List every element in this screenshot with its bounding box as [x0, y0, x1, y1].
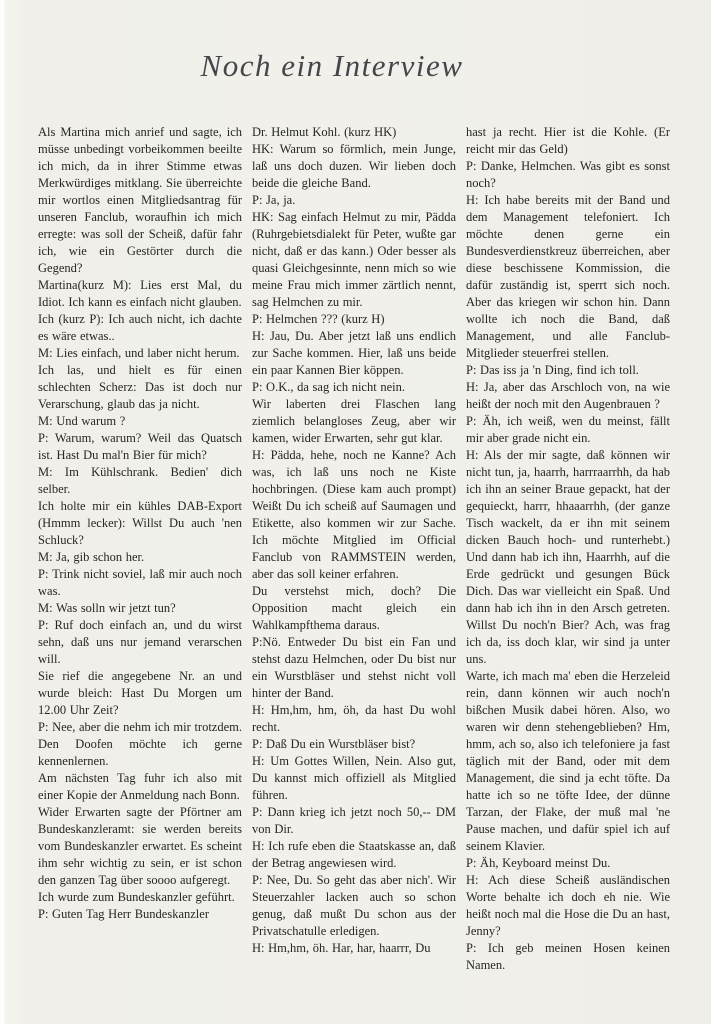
- text-column-2: [252, 124, 456, 974]
- paragraph: Ich las, und hielt es für einen schlechten Scherz: Das ist doch nur Verarschung, glaub das ja nicht.: [38, 363, 242, 411]
- paragraph: P: Äh, Keyboard meinst Du.: [466, 856, 611, 870]
- paragraph: H: Ich rufe eben die Staatskasse an, daß der Betrag angewiesen wird.: [252, 839, 456, 870]
- paragraph: H: Um Gottes Willen, Nein. Also gut, Du kannst mich offiziell als Mitglied führen.: [252, 754, 456, 802]
- paragraph: Als Martina mich anrief und sagte, ich müsse unbedingt vorbeikommen beeilte ich mich, da in ihrer Stimme etwas Merkwürdiges mitklang. Sie überreichte mir wortlos einen Mitgliedsantrag für unseren Fanclub, woraufhin ich mich erregte: was soll der Scheiß, dafür fahr ich, wie ein Gestörter durch die Gegend?: [38, 125, 242, 275]
- paragraph: Sie rief die angegebene Nr. an und wurde bleich: Hast Du Morgen um 12.00 Uhr Zeit?: [38, 669, 242, 717]
- paragraph: Martina(kurz M): Lies erst Mal, du Idiot. Ich kann es einfach nicht glauben.: [38, 278, 242, 309]
- paragraph: Dr. Helmut Kohl. (kurz HK): [252, 125, 397, 139]
- paragraph: P: Ich geb meinen Hosen keinen Namen.: [466, 941, 670, 972]
- paragraph: H: Hm,hm, hm, öh, da hast Du wohl recht.: [252, 703, 456, 734]
- text-column-1: [38, 124, 242, 974]
- paragraph: Wir laberten drei Flaschen lang ziemlich belangloses Zeug, aber wir kamen, wider Erwarten, sehr gut klar.: [252, 397, 456, 445]
- paragraph: Ich (kurz P): Ich auch nicht, ich dachte es wäre etwas..: [38, 312, 242, 343]
- paragraph: H: Ach diese Scheiß ausländischen Worte behalte ich doch eh nie. Wie heißt noch mal die Hose die Du an hast, Jenny?: [466, 873, 670, 938]
- paragraph: Du verstehst mich, doch? Die Opposition macht gleich ein Wahlkampfthema daraus.: [252, 584, 456, 632]
- paragraph: hast ja recht. Hier ist die Kohle. (Er reicht mir das Geld): [466, 125, 670, 156]
- paragraph: P: O.K., da sag ich nicht nein.: [252, 380, 405, 394]
- paragraph: P:Nö. Entweder Du bist ein Fan und stehst dazu Helmchen, oder Du bist nur ein Wurstbläser und stehst nicht voll hinter der Band.: [252, 635, 456, 700]
- paragraph: M: Was solln wir jetzt tun?: [38, 601, 176, 615]
- paragraph: Ich holte mir ein kühles DAB-Export (Hmmm lecker): Willst Du auch 'nen Schluck?: [38, 499, 242, 547]
- paragraph: M: Und warum ?: [38, 414, 126, 428]
- paragraph: P: Ja, ja.: [252, 193, 296, 207]
- paragraph: H: Ja, aber das Arschloch von, na wie heißt der noch mit den Augenbrauen ?: [466, 380, 670, 411]
- paragraph: H: Ich habe bereits mit der Band und dem Management telefoniert. Ich möchte denen gerne ein Bundesverdienstkreuz überreichen, aber diese beschissene Kommission, die dafür zuständig ist, sperrt sich noch. Aber das kriegen wir schon hin. Dann wollte ich noch die Band, daß Management, und alle Fanclub-Mitglieder steuerfrei stellen.: [466, 193, 670, 360]
- paragraph: H: Als der mir sagte, daß können wir nicht tun, ja, haarrh, harrraarrhh, da hab ich ihn an seiner Braue gepackt, hat der gequieckt, harrr, hhaaarrhh, (der ganze Tisch wackelt, da er ihn mit seinem dicken Bauch hoch- und runterhebt.) Und dann hab ich ihn, Haarrhh, auf die Erde gedrückt und gesungen Bück Dich. Das war vielleicht ein Spaß. Und dann hab ich ihn in den Arsch getreten. Willst Du noch'n Bier? Ach, was frag ich da, iss doch klar, wir sind ja unter uns.: [466, 448, 670, 666]
- paragraph: P: Äh, ich weiß, wen du meinst, fällt mir aber grade nicht ein.: [466, 414, 670, 445]
- page-title: Noch ein Interview: [200, 48, 464, 83]
- paragraph: P: Danke, Helmchen. Was gibt es sonst noch?: [466, 159, 670, 190]
- paragraph: M: Im Kühlschrank. Bedien' dich selber.: [38, 465, 242, 496]
- paragraph: P: Nee, aber die nehm ich mir trotzdem. Den Doofen möchte ich gerne kennenlernen.: [38, 720, 242, 768]
- paragraph: Ich wurde zum Bundeskanzler geführt.: [38, 890, 235, 904]
- text-column-3: [466, 124, 670, 974]
- paragraph: P: Ruf doch einfach an, und du wirst sehn, daß uns nur jemand verarschen will.: [38, 618, 242, 666]
- paragraph: P: Das iss ja 'n Ding, find ich toll.: [466, 363, 639, 377]
- paragraph: Warte, ich mach ma' eben die Herzeleid rein, dann können wir auch noch'n bißchen Musik dabei hören. Also, wo waren wir denn stehengeblieben? Hm, hmm, ach so, also ich telefoniere ja fast täglich mit der Band, oder mit dem Management, die sind ja echt töfte. Da hatte ich so ne töfte Idee, der dünne Tarzan, der Flake, der muß mal 'ne Pause machen, und dafür spiel ich auf seinem Klavier.: [466, 669, 670, 853]
- paragraph: P: Nee, Du. So geht das aber nich'. Wir Steuerzahler lacken auch so schon genug, daß mußt Du schon aus der Privatschatulle erledigen.: [252, 873, 456, 938]
- paragraph: Am nächsten Tag fuhr ich also mit einer Kopie der Anmeldung nach Bonn.: [38, 771, 242, 802]
- paragraph: P: Warum, warum? Weil das Quatsch ist. Hast Du mal'n Bier für mich?: [38, 431, 242, 462]
- paragraph: H: Jau, Du. Aber jetzt laß uns endlich zur Sache kommen. Hier, laß uns beide ein paar Kannen Bier köppen.: [252, 329, 456, 377]
- paragraph: P: Helmchen ??? (kurz H): [252, 312, 385, 326]
- scan-edge-artifact: [0, 0, 4, 1024]
- paragraph: HK: Warum so förmlich, mein Junge, laß uns doch duzen. Wir lieben doch beide die gleiche Band.: [252, 142, 456, 190]
- paragraph: H: Hm,hm, öh. Har, har, haarrr, Du: [252, 941, 431, 955]
- paragraph: Wider Erwarten sagte der Pförtner am Bundeskanzleramt: sie werden bereits vom Bundeskanzler erwartet. Es scheint ihm sehr wichtig zu sein, er ist schon den ganzen Tag über soooo aufgeregt.: [38, 805, 242, 887]
- paragraph: P: Trink nicht soviel, laß mir auch noch was.: [38, 567, 242, 598]
- paragraph: M: Lies einfach, und laber nicht herum.: [38, 346, 240, 360]
- paragraph: P: Guten Tag Herr Bundeskanzler: [38, 907, 209, 921]
- paragraph: P: Daß Du ein Wurstbläser bist?: [252, 737, 416, 751]
- paragraph: HK: Sag einfach Helmut zu mir, Pädda (Ruhrgebietsdialekt für Peter, wußte gar nicht, daß er das kann.) Oder besser als quasi Gleichgesinnte, nenn mich so wie meine Frau mich immer zärtlich nennt, sag Helmchen zu mir.: [252, 210, 456, 309]
- paragraph: H: Pädda, hehe, noch ne Kanne? Ach was, ich laß uns noch ne Kiste hochbringen. (Diese kam auch prompt) Weißt Du ich scheiß auf Saumagen und Etikette, also kommen wir zur Sache. Ich möchte Mitglied im Official Fanclub von RAMMSTEIN werden, aber das soll keiner erfahren.: [252, 448, 456, 581]
- paragraph: P: Dann krieg ich jetzt noch 50,-- DM von Dir.: [252, 805, 456, 836]
- paragraph: M: Ja, gib schon her.: [38, 550, 145, 564]
- article-columns: [38, 124, 670, 974]
